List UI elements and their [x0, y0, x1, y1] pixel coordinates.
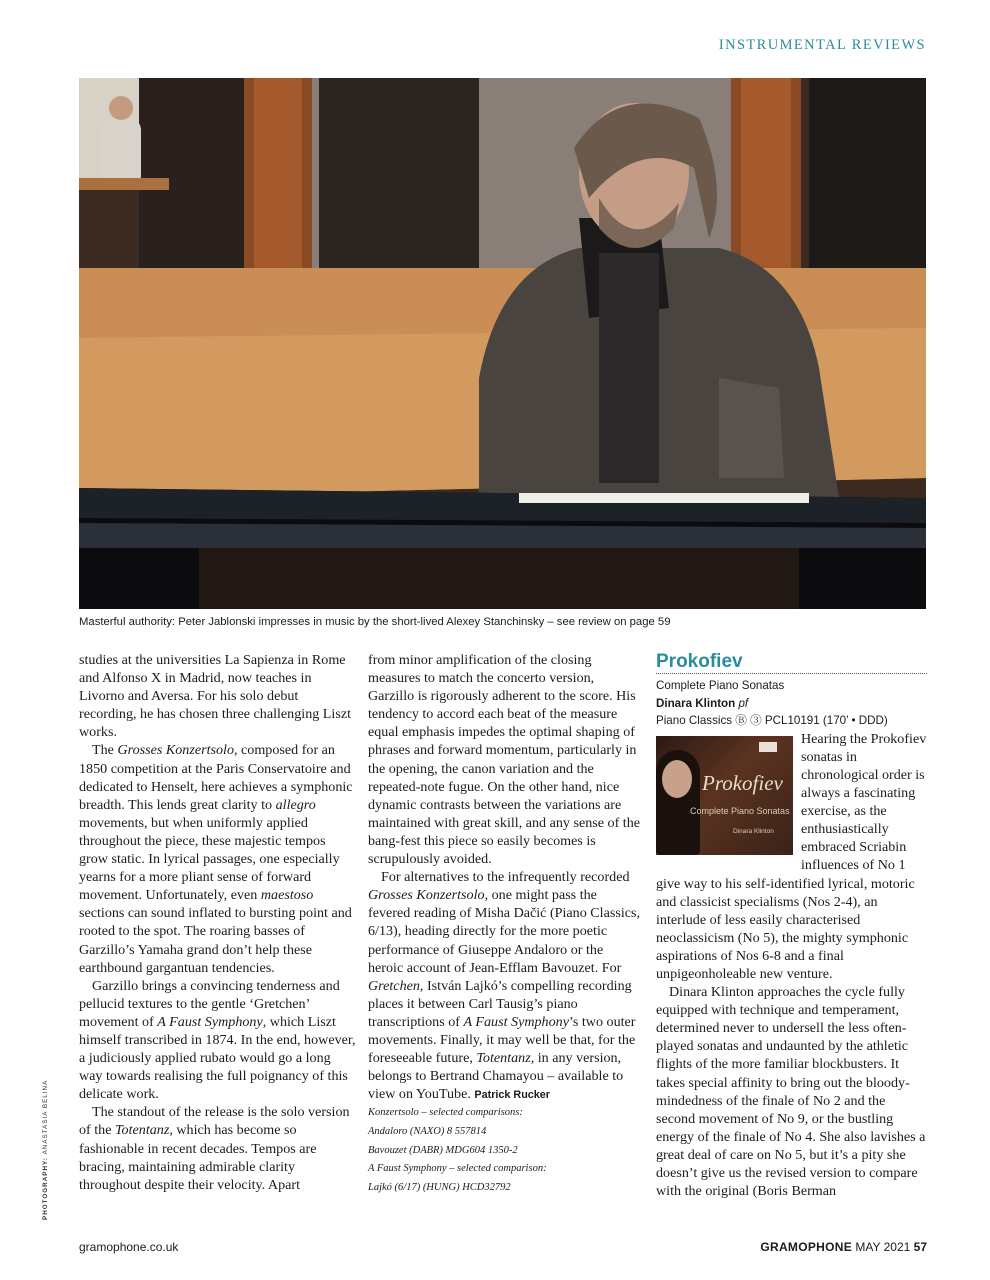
cover-subtitle: Complete Piano Sonatas [690, 805, 790, 816]
pianist-photo-icon [79, 78, 926, 609]
paragraph: from minor amplification of the closing measures to match the concerto version, Garzillo is rigorously adherent to the score. His tendency to accord each beat of the measure equal emphasis impedes the optimal shaping of phrases and forward momentum, particularly in the opening, the canon variation and the repeated-note fugue. On the other hand, nice dynamic contrasts between the variations are maintained with great skill, and any sense of the bang-fest this piece so easily becomes is scrupulously avoided. [368, 652, 641, 868]
footer-folio: GRAMOPHONE MAY 2021 57 [760, 1240, 927, 1254]
label-logo-icon [759, 742, 777, 752]
paragraph: Dinara Klinton approaches the cycle fully equipped with technique and temperament, determined never to undersell the less often-played sonatas and undaunted by the athletic flights of the more familiar blockbusters. It takes special affinity to bring out the bloody-mindedness of the finale of No 2 and the second movement of No 9, or the bustling energy of the finale of No 4. She also lavishes a great deal of care on No 5, but it’s a pity she doesn’t give us the revised version to compare with the original (Boris Berman [656, 984, 926, 1200]
reviewer-byline: Patrick Rucker [474, 1089, 551, 1102]
cover-face [662, 760, 692, 798]
cover-artist: Dinara Klinton [733, 827, 774, 835]
paragraph: The Grosses Konzertsolo, composed for an 1850 competition at the Paris Conservatoire and dedicated to Henselt, here achieves a symphonic breadth. This lends great clarity to allegro movements, but when uniformly applied throughout the piece, these majestic tempos grow static. In lyrical passages, one especially yearns for a more pliant sense of forward movement. Unfortunately, even maestoso sections can sound inflated to bursting point and rooted to the spot. The roaring basses of Garzillo’s Yamaha grand don’t help these earthbound gargantuan tendencies. [79, 742, 353, 976]
comparison-item: Andaloro (NAXO) 8 557814 [368, 1125, 487, 1137]
album-cover [656, 736, 793, 855]
label-catalogue-line: Piano Classics Ⓑ ③ PCL10191 (170’ • DDD) [656, 714, 888, 728]
column-3 [656, 651, 927, 1200]
pianist-photo [79, 78, 926, 609]
paragraph: The standout of the release is the solo version of the Totentanz, which has become so fashionable in recent decades. Tempos are bracing, maintaining admirable clarity throughout despite their velocity. Apart [79, 1104, 350, 1193]
column-1 [79, 651, 356, 1194]
work-title: Complete Piano Sonatas [656, 679, 785, 692]
footer-url: gramophone.co.uk [79, 1240, 179, 1254]
comparison-list [368, 1104, 640, 1197]
paragraph: Garzillo brings a convincing tenderness and pellucid textures to the gentle ‘Gretchen’ movement of A Faust Symphony, which Liszt himself transcribed in 1874. In the end, however, a judiciously applied rubato would go a long way towards realising the full poignancy of this delicate work. [79, 977, 356, 1103]
photo-credit: PHOTOGRAPHY: ANASTASIA BELINA [42, 1079, 49, 1220]
cover-title: Prokofiev [702, 770, 783, 795]
comparison-heading: A Faust Symphony – selected comparison: [368, 1163, 547, 1175]
section-header: INSTRUMENTAL REVIEWS [718, 37, 926, 53]
page-number: 57 [913, 1240, 927, 1254]
comparison-item: Bavouzet (DABR) MDG604 1350-2 [368, 1144, 518, 1156]
paragraph: studies at the universities La Sapienza in Rome and Alfonso X in Madrid, now teaches in Livorno and Aversa. For his solo debut recording, he has chosen three challenging Liszt works. [79, 652, 351, 741]
review-title: Prokofiev [656, 651, 927, 674]
column-2 [368, 651, 640, 1197]
comparison-item: Lajkó (6/17) (HUNG) HCD32792 [368, 1181, 511, 1193]
comparison-heading: Konzertsolo – selected comparisons: [368, 1107, 523, 1119]
photo-caption: Masterful authority: Peter Jablonski impresses in music by the short-lived Alexey Stanchinsky – see review on page 59 [79, 616, 671, 628]
performer-line: Dinara Klinton pf [656, 696, 749, 710]
paragraph: Hearing the Prokofiev sonatas in chronological order is always a fascinating exercise, as the enthusiastically embraced Scriabin influences of No 1 give way to his self-identified lyrical, motoric and classicist specialisms (Nos 2-4), an interlude of less easily characterised neoclassicism (No 5), the mighty symphonic aspirations of Nos 6-8 and a final unpigeonholeable new venture. [656, 730, 927, 982]
paragraph: For alternatives to the infrequently recorded Grosses Konzertsolo, one might pass the fevered reading of Misha Dačić (Piano Classics, 6/13), heading directly for the more poetic performance of Giuseppe Andaloro or the heroic account of Jean-Efflam Bavouzet. For Gretchen, István Lajkó’s compelling recording places it between Carl Tausig’s piano transcriptions of A Faust Symphony’s two outer movements. Finally, it may well be that, for the foreseeable future, Totentanz, in any version, belongs to Bertrand Chamayou – available to view on YouTube. Patrick Rucker [368, 869, 640, 1103]
